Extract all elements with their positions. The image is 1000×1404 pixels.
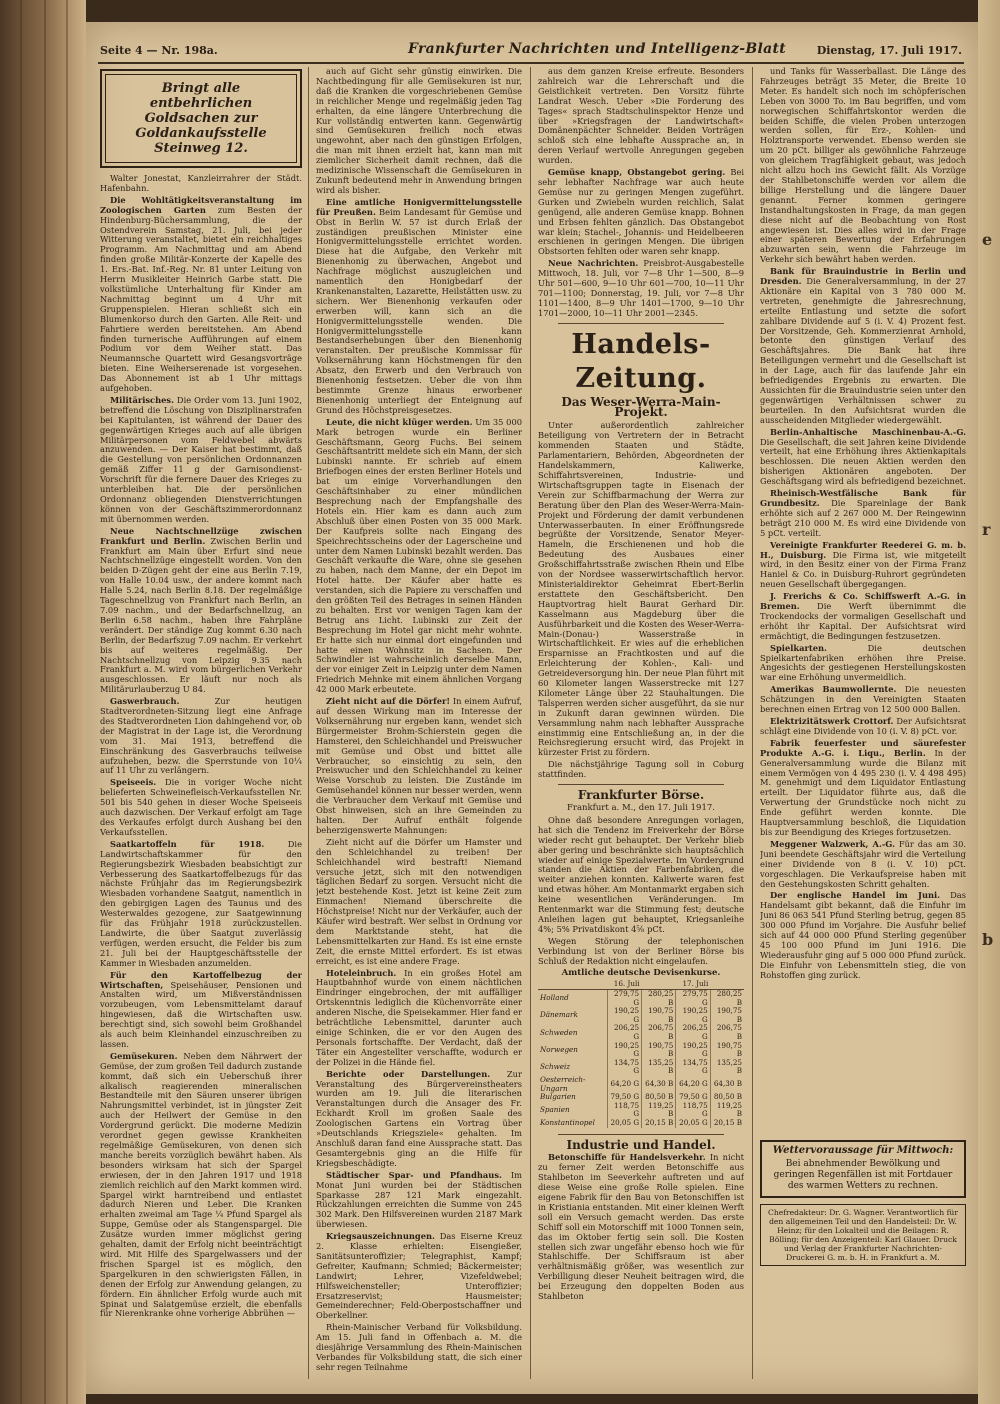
weather-box bbox=[760, 1140, 966, 1198]
article-text: und Tanks für Wasserballast. Die Länge des Fahrzeuges beträgt 35 Meter, die Breite 10 Meter. Es handelt sich noch im schöpferischen Leben von 3000 To. im Bau begriffen, und vom norwegischen Schiffahrtskontor werden die beiden Schiffe, die vielen Proben unterzogen werden sollen, für Erz-, Kohlen- und Holztransporte verwendet. Ebenso werden sie um 20 pCt. billiger als gewöhnliche Fahrzeuge von gleichem Tragfähigkeit gebaut, was jedoch nicht allzu hoch ins Gewicht fällt. Als Vorzüge der Stahlbetonschiffe werden vor allem die billige Herstellung und die längere Dauer genannt. Ferner kommen geringere Instandhaltungskosten in Frage, da man gegen diese nicht auf die Beobachtung von Rost angewiesen ist. Dies alles wird in der Frage einer späteren Bewertung der Erfahrungen abzuwarten sein, wenn die Fahrzeuge im Verkehr sich bewährt haben werden. bbox=[760, 67, 966, 265]
devisen-country: Norwegen bbox=[538, 1042, 607, 1059]
article-text: Die Gesellschaft, die seit Jahren keine Dividende verteilt, hat eine Erhöhung ihres Aktienkapitals beschlossen. Die neuen Aktien werden den bisherigen Aktionären angeboten. Der Geschäftsgang wird als befriedigend bezeichnet. bbox=[760, 436, 966, 487]
article-headline: Amerikas Baumwollernte. bbox=[770, 684, 897, 695]
handels-articles bbox=[538, 421, 744, 780]
devisen-rate: 279,75 G bbox=[607, 990, 641, 1008]
article-paragraph bbox=[316, 1232, 522, 1321]
article-text: Zwischen Berlin und Frankfurt am Main über Erfurt sind neue Nachtschnellzüge eingestellt worden. Von den beiden D-Zügen geht der eine aus Berlin 7.19, von Halle 10.04 usw., der andere kommt nach Halle 5.24, nach Berlin 8.18. Der regelmäßige Tageschnellzug von Frankfurt nach Berlin, an 7.09 nachm., und der Bedarfschnellzug, an Berlin 6.58 nachm., haben ihre Fahrpläne verändert. Der ständige Zug kommt 6.30 nach Berlin, der Bedarfszug 7.09 nachm. Er verkehrt bis auf weiteres regelmäßig. Der Nachtschnellzug von Leipzig 9.35 nach Frankfurt a. M. wird vom bürgerlichen Verkehr ausgeschlossen. Er läuft nur noch als Militärurlauberzug U 84. bbox=[100, 535, 302, 695]
article-text: auch auf Gicht sehr günstig einwirken. Die Nachtbedingung für alle Gemüsekuren ist nur, daß die Kranken die vorgeschriebenen Gemüse in reichlicher Menge und regelmäßig jeden Tag erhalten, da eine längere Unterbrechung die Kur vollständig entwerten kann. Gegenwärtig sind Gemüsekuren freilich noch etwas ungewohnt, aber nach den günstigen Erfolgen, die man mit ihnen erzielt hat, kann man mit ziemlicher Sicherheit damit rechnen, daß die medizinische Wissenschaft die Gemüsekuren in Zukunft bedeutend mehr in Anwendung bringen wird als bisher. bbox=[316, 67, 522, 195]
header-rule bbox=[98, 62, 964, 64]
devisen-rate: 190,75 B bbox=[716, 1040, 742, 1059]
devisen-rate: 190,25 G bbox=[676, 1007, 710, 1024]
devisen-header-cell: 16. Juli bbox=[607, 980, 641, 989]
article-paragraph bbox=[760, 489, 966, 539]
article-text: Das Eiserne Kreuz 2. Klasse erhielten: Eisengießer, Sanitätsunteroffizier; Telegraphist, Kampf; Gefreiter, Kaufmann; Schmied; Bäckermeister; Landwirt; Lehrer, Vizefeldwebel; Hilfsweichensteller; Unteroffizier; Ersatzreservist; Hausmeister; Gemeinderechner; Feld-Oberpostschaffner und Oberkellner. bbox=[316, 1231, 522, 1321]
article-paragraph bbox=[316, 969, 522, 1068]
article-headline: Betonschiffe für Handelsverkehr. bbox=[548, 1152, 706, 1163]
article-paragraph bbox=[316, 697, 522, 836]
devisen-rate: 279,75 G bbox=[676, 990, 710, 1008]
devisen-rate: 280,25 B bbox=[716, 989, 742, 1007]
handels-zeitung-title: Handels-Zeitung. bbox=[571, 328, 711, 394]
article-text: Rhein-Mainischer Verband für Volksbildung. Am 15. Juli fand in Offenbach a. M. die diesjährige Versammlung des Rhein-Mainischen Verbandes für Volksbildung statt, die sich einer sehr regen Teilnahme bbox=[316, 1322, 522, 1372]
article-text: Wegen Störung der telephonischen Verbindung ist von der Berliner Börse bis Schluß der Redaktion nicht eingelaufen. bbox=[538, 935, 744, 966]
devisen-rate: 79,50 G bbox=[676, 1093, 710, 1102]
article-paragraph bbox=[100, 196, 302, 394]
article-paragraph bbox=[316, 838, 522, 967]
devisen-rate: 135,25 B bbox=[716, 1057, 742, 1076]
article-text: zum Besten der Hindenburg-Büchersammlung, die der Ostendverein Samstag, 21. Juli, bei jeder Witterung veranstaltet, bietet ein reichhaltiges Programm. Am Nachmittag und am Abend finden große Militär-Konzerte der Kapelle des 1. Ers.-Bat. Inf.-Reg. Nr. 81 unter Leitung von Herrn Musikleiter Heinrich Garbe statt. Die volkstümliche Unterhaltung für Kinder am Nachmittag beginnt um 4 Uhr mit Gruppenspielen. Hieran schließt sich ein Blumenkorso durch den Garten. Alle Reit- und Fahrtiere werden bereitstehen. Am Abend finden turnerische Aufführungen auf einem Podium vor dem Weiher statt. Das Neumannsche Quartett wird Gesangsvorträge bieten. Eine Weiherserenade ist vorgesehen. Das Abonnement ist ab 1 Uhr mittags aufgehoben. bbox=[100, 204, 302, 394]
column-4-articles bbox=[760, 67, 966, 1132]
devisen-country: Oesterreich-Ungarn bbox=[538, 1076, 607, 1093]
article-paragraph bbox=[760, 267, 966, 426]
devisen-row bbox=[538, 1119, 744, 1128]
devisen-rate: 20,05 G bbox=[607, 1119, 641, 1128]
article-paragraph bbox=[760, 592, 966, 642]
devisen-rate: 135,25 B bbox=[642, 1059, 676, 1076]
article-text: Preisbrot-Ausgabestelle Mittwoch, 18. Juli, vor 7—8 Uhr 1—500, 8—9 Uhr 501—600, 9—10 Uhr 601—700, 10—11 Uhr 701—1100; Donnerstag, 19. Juli, vor 7—8 Uhr 1101—1400, 8—9 Uhr 1401—1700, 9—10 Uhr 1701—2000, 10—11 Uhr 2001—2345. bbox=[538, 258, 744, 318]
article-text: Im Monat Juni wurden bei der Städtischen Sparkasse 287 121 Mark eingezahlt. Rückzahlungen erreichten die Summe von 245 302 Mark. Den Hilfsvereinen wurden 2187 Mark überwiesen. bbox=[316, 1169, 522, 1230]
devisen-rate: 80,50 B bbox=[713, 1092, 742, 1102]
article-text: Das Handelsamt gibt bekannt, daß die Einfuhr im Juni 86 063 541 Pfund Sterling betrug, gegen 85 300 000 Pfund im Vorjahre. Die Ausfuhr belief sich auf 44 000 000 Pfund Sterling gegenüber 45 100 000 Pfund im Juni 1916. Die Wiederausfuhr ging auf 5 000 000 Pfund zurück. Die Einfuhr von Lebensmitteln stieg, die von Rohstoffen ging zurück. bbox=[760, 890, 966, 980]
devisen-rate: 190,75 B bbox=[716, 1006, 742, 1024]
article-text: Die Generalversammlung, in der 27 Aktionäre ein Kapital von 3 780 000 M. vertreten, genehmigte die Jahresrechnung, erteilte Entlastung und setzte die sofort zahlbare Dividende auf 5 (i. V. 4) Prozent fest. Der Vorsitzende, Geh. Kommerzienrat Arnhold, betonte den günstigen Verlauf des Geschäftsjahres. Die Bank hat ihre Beteiligungen vermehrt und die Gesellschaft ist in der Lage, auch für das laufende Jahr ein befriedigendes Ergebnis zu erwarten. Die Aussichten für die Brauindustrie seien unter den gegenwärtigen Verhältnissen schwer zu beurteilen. In den Aufsichtsrat wurden die ausscheidenden Mitglieder wiedergewählt. bbox=[760, 276, 966, 425]
devisen-row bbox=[538, 1102, 744, 1119]
article-text: Die in voriger Woche nicht belieferten Schweinefleisch-Verkaufsstellen Nr. 501 bis 540 gehen in dieser Woche Speiseeis auch dazwischen. Der Verkauf erfolgt am Tage des Verkaufes erfolgt durch Aushang bei den Verkaufsstellen. bbox=[100, 777, 302, 837]
industrie-title: Industrie und Handel. bbox=[566, 1137, 716, 1152]
article-paragraph bbox=[316, 1323, 522, 1373]
devisen-row bbox=[538, 1076, 744, 1093]
devisen-country: Bulgarien bbox=[538, 1093, 607, 1102]
article-text: Ohne daß besondere Anregungen vorlagen, hat sich die Tendenz im Freiverkehr der Börse wieder recht gut behauptet. Der Verkehr blieb aber gering und beschränkte sich hauptsächlich wieder auf einige Spezialwerte. Im Vordergrund standen die Aktien der Farbenfabriken, die weiter anziehen konnten. Kaliwerte waren fest und etwas höher. Am Montanmarkt ergaben sich keine wesentlichen Veränderungen. Im Rentenmarkt war die Stimmung fest; deutsche Anleihen lagen gut behauptet, Kriegsanleihe 4%; 5% Privatdiskont 4⅝ pCt. bbox=[538, 814, 744, 934]
article-text: Die nächstjährige Tagung soll in Coburg stattfinden. bbox=[538, 759, 744, 780]
boerse-dateline: Frankfurt a. M., den 17. Juli 1917. bbox=[567, 803, 715, 813]
article-paragraph bbox=[538, 760, 744, 780]
margin-fragment: e bbox=[982, 230, 993, 249]
gold-ad-box bbox=[100, 69, 302, 168]
column-2-articles bbox=[316, 67, 522, 1373]
article-paragraph bbox=[100, 396, 302, 525]
article-text: Die Firma ist, wie mitgeteilt wird, in den Besitz einer von der Firma Franz Haniel & Co. in Duisburg-Ruhrort gegründeten neuen Gesellschaft übergegangen. bbox=[760, 549, 966, 590]
article-paragraph bbox=[538, 1153, 744, 1302]
devisen-rate: 206,25 G bbox=[676, 1024, 710, 1041]
article-paragraph bbox=[100, 527, 302, 695]
article-headline: Hoteleinbruch. bbox=[326, 967, 397, 978]
column-2 bbox=[316, 67, 522, 1377]
article-text: Die Spareinlage der Bank erhöhte sich auf 2 267 000 M. Der Reingewinn beträgt 210 000 M. Es wird eine Dividende von 5 pCt. verteilt. bbox=[760, 497, 966, 538]
article-paragraph bbox=[760, 428, 966, 487]
article-paragraph bbox=[760, 840, 966, 890]
article-headline: Neue Nachtschnellzüge zwischen Frankfurt und Berlin. bbox=[100, 525, 302, 546]
article-headline: Gemüse knapp, Obstangebot gering. bbox=[548, 167, 726, 178]
article-headline: J. Frerichs & Co. Schiffswerft A.-G. in Bremen. bbox=[760, 591, 966, 612]
devisen-row bbox=[538, 990, 744, 1008]
article-headline: Elektrizitätswerk Crottorf. bbox=[770, 716, 894, 726]
next-page-edge bbox=[978, 0, 1000, 1404]
article-headline: Für den Kartoffelbezug der Wirtschaften, bbox=[100, 969, 302, 990]
article-text: In einem Aufruf, auf dessen Wirkung man im Interesse der Volksernährung nur ergeben kann, wendet sich Bürgermeister Brohm-Schierstein gegen die Hamsterei, den Schleichhandel und Preiswucher mit Gemüse und Obst und bittet alle Verbraucher, so einsichtig zu sein, den Preiswucher und den Schleichhandel zu keiner Weise Vorschub zu leisten. Die Zustände im Gemüsehandel können nur besser werden, wenn die Verbraucher dem Verkauf mit Gemüse und Obst hinweisen, sich an ihre Gemeinden zu halten. Der Aufruf enthält folgende beherzigenswerte Mahnungen: bbox=[316, 696, 522, 835]
article-text: Der Aufsichtsrat schlägt eine Dividende von 10 (i. V. 8) pCt. vor. bbox=[760, 716, 966, 736]
article-headline: Rheinisch-Westfälische Bank für Grundbesitz. bbox=[760, 488, 966, 508]
page-header bbox=[86, 40, 978, 60]
article-headline: Städtischer Spar- und Pfandhaus. bbox=[326, 1169, 502, 1180]
article-text: aus dem ganzen Kreise erfreute. Besonders zahlreich war die Lehrerschaft und die Geistlichkeit vertreten. Den Vorsitz führte Landrat Wesch. Ueber »Die Forderung des Tages« sprach Stadtschulinspektor Henze und über »Kriegsfragen der Landwirtschaft« Domänenpächter Schneider. Beiden Vorträgen schloß sich eine lebhafte Aussprache an, in deren Verlauf wertvolle Anregungen gegeben wurden. bbox=[538, 67, 744, 166]
margin-fragment: b bbox=[982, 930, 994, 949]
article-headline: Bank für Brauindustrie in Berlin und Dresden. bbox=[760, 266, 966, 287]
article-headline: Gemüsekuren. bbox=[110, 1050, 178, 1061]
article-headline: Militärisches. bbox=[110, 394, 174, 405]
devisen-rate: 20,05 G bbox=[676, 1119, 710, 1128]
article-paragraph bbox=[100, 840, 302, 969]
article-text: Die deutschen Spielkartenfabriken erhöhen ihre Preise. Angesichts der gestiegenen Herstellungskosten war eine Erhöhung unvermeidlich. bbox=[760, 642, 966, 683]
devisen-row bbox=[538, 1059, 744, 1076]
devisen-rate: 206,75 B bbox=[716, 1023, 742, 1041]
devisen-header-cell: 17. Juli bbox=[676, 980, 710, 989]
devisen-country: Konstantinopel bbox=[538, 1119, 607, 1128]
article-paragraph bbox=[760, 717, 966, 737]
imprint-box: Chefredakteur: Dr. G. Wagner. Verantwortlich für den allgemeinen Teil und den Handelsteil: Dr. W. Heinz; für den Lokalteil und die Beilagen: R. Bölling; für den Anzeigenteil: Karl Glauer. Druck und Verlag der Frankfurter Nachrichten-Druckerei G. m. b. H. in Frankfurt a. M. bbox=[760, 1204, 966, 1266]
article-paragraph bbox=[760, 644, 966, 684]
devisen-table bbox=[538, 980, 744, 1127]
article-paragraph bbox=[100, 697, 302, 776]
article-headline: Speiseeis. bbox=[110, 777, 157, 788]
article-paragraph bbox=[760, 67, 966, 265]
book-binding bbox=[0, 0, 86, 1404]
article-text: Unter außerordentlich zahlreicher Beteiligung von Vertretern der in Betracht kommenden Staaten und Städte, Parlamentariern, Behörden, Abgeordneten der Handelskammern, Kaliwerke, Schiffahrtsvereinen, Industrie- und Wirtschaftsgruppen tagte in Eisenach der Verein zur Schiffbarmachung der Werra zur Beratung über den Plan des Weser-Werra-Main-Projekt und Förderung der damit verbundenen Unterwasserbauten. In einer Eröffnungsrede begrüßte der Vorsitzende, Senator Meyer-Hameln, die Erschienenen und hob die Bedeutung des Ausbaues einer Großschiffahrtsstraße zwischen Rhein und Elbe von der Nordsee wasserwirtschaftlich hervor. Ministerialdirektor Geheimrat Ebert-Berlin erstattete den Geschäftsbericht. Den Hauptvortrag hielt Baurat Gerhard Dir. Kasselmann aus Magdeburg über die Ausführbarkeit und die Kosten des Weser-Werra-Main-(Donau-) Wasserstraße in Wirtschaftlichkeit. Er wies auf die erheblichen Ersparnisse an Frachtkosten und auf die Erleichterung der Kohlen-, Kali- und Getreideversorgung hin. Der neue Plan führt mit 60 Kilometer langen Wasserstrecke mit 127 Kilometer Länge über 22 Stauhaltungen. Die Talsperren werden sicher ausgeführt, da sie nur in Zukunft daran gewinnen würden. Die Versammlung nahm nach lebhafter Aussprache einstimmig eine Entschließung an, in der die Reichsregierung ersucht wird, das Projekt in kürzester Frist zu fördern. bbox=[538, 420, 744, 758]
devisen-rate: 20,15 B bbox=[713, 1117, 742, 1127]
devisen-rate: 119,25 B bbox=[716, 1100, 742, 1119]
article-headline: Saatkartoffeln für 1918. bbox=[110, 838, 265, 849]
devisen-row bbox=[538, 1093, 744, 1102]
weser-werra-title: Das Weser-Werra-Main-Projekt. bbox=[561, 394, 721, 419]
article-paragraph bbox=[316, 1171, 522, 1230]
article-text: In nicht zu ferner Zeit werden Betonschiffe aus Stahlbeton im Seeverkehr auftreten und auf diese Weise eine große Rolle spielen. Eine eigene Fabrik für den Bau von Betonschiffen ist in Kristiania entstanden. Mit einer kleinen Werft soll ein Versuch gemacht werden. Das erste Schiff soll ein Motorschiff mit 1000 Tonnen sein, das im Oktober fertig sein soll. Die Kosten stellen sich zwar ungefähr ebenso hoch wie für Stahlschiffe. Der Schiffsraum ist aber verhältnismäßig größer, was wesentlich zur Verbilligung dieser Neuheit beitragen wird, die bei Erzeugung den doppelten Boden aus Stahlbeton bbox=[538, 1152, 744, 1302]
article-headline: Kriegsauszeichnungen. bbox=[326, 1231, 435, 1242]
devisen-rate: 119,25 B bbox=[642, 1102, 676, 1119]
devisen-rate: 280,25 B bbox=[642, 990, 676, 1008]
article-headline: Gaswerbrauch. bbox=[110, 696, 180, 707]
devisen-rate: 20,15 B bbox=[642, 1119, 676, 1128]
devisen-rate: 118,75 G bbox=[607, 1102, 641, 1119]
article-paragraph bbox=[100, 174, 302, 194]
section-rule bbox=[558, 323, 724, 324]
devisen-title: Amtliche deutsche Devisenkurse. bbox=[561, 967, 721, 978]
article-paragraph bbox=[100, 971, 302, 1050]
article-paragraph bbox=[760, 685, 966, 715]
article-paragraph bbox=[538, 259, 744, 318]
devisen-rate: 134,75 G bbox=[607, 1059, 641, 1076]
devisen-rate: 206,25 G bbox=[607, 1024, 641, 1041]
column-rule bbox=[530, 67, 531, 1379]
article-text: In ein großes Hotel am Hauptbahnhof wurde von einem nächtlichen Eindringer eingebrochen, der mit auffälliger Ortskenntnis lediglich die Küchenvorräte einer anderen Nische, die Speisekammer. Hier fand er beträchtliche Lebensmittel, darunter auch einige Schinken, die er vor den Augen des Personals fortschaffte. Der Verdacht, daß der Täter ein Angestellter verschaffte, wodurch er der Polizei in die Hände fiel. bbox=[316, 967, 522, 1067]
article-headline: Berlin-Anhaltische Maschinenbau-A.-G. bbox=[770, 426, 966, 437]
article-headline: Fabrik feuerfester und säurefester Produkte A.-G. i. Liqu., Berlin. bbox=[760, 737, 966, 758]
devisen-rate: 64,30 B bbox=[642, 1076, 676, 1093]
column-1-articles bbox=[100, 174, 302, 1319]
devisen-rate: 79,50 G bbox=[607, 1093, 641, 1102]
article-headline: Eine amtliche Honigvermittelungsstelle für Preußen. bbox=[316, 196, 522, 217]
article-text: Die neuesten Schätzungen in den Vereinigten Staaten berechnen einen Ertrag von 12 500 000 Ballen. bbox=[760, 684, 966, 715]
boerse-title: Frankfurter Börse. bbox=[577, 788, 705, 803]
masthead: Frankfurter Nachrichten und Intelligenz-Blatt bbox=[408, 41, 786, 57]
column-rule bbox=[752, 67, 753, 1379]
article-headline: Leute, die nicht klüger werden. bbox=[326, 416, 473, 427]
devisen-rate: 118,75 G bbox=[676, 1102, 710, 1119]
issue-date: Dienstag, 17. Juli 1917. bbox=[816, 44, 962, 57]
devisen-rate: 80,50 B bbox=[642, 1093, 676, 1102]
article-headline: Zieht nicht auf die Dörfer! bbox=[326, 696, 451, 707]
column-3 bbox=[538, 67, 744, 1377]
article-paragraph bbox=[760, 739, 966, 838]
column-rule bbox=[308, 67, 309, 1379]
article-text: Die Order vom 13. Juni 1902, betreffend die Löschung von Disziplinarstrafen bei Kapitulanten, ist während der Dauer des gegenwärtigen Krieges auch auf alle übrigen Militärpersonen vom Feldwebel abwärts anzuwenden. — Der Kaiser hat bestimmt, daß die Gestellung von persönlichen Ordonnanzen gemäß Ziffer 11 g der Garnisondienst-Vorschrift für die fernere Dauer des Krieges zu unterbleiben hat. Die der persönlichen Ordonnanz obliegenden Dienstverrichtungen können von der Geschäftszimmerordonnanz mit übernommen werden. bbox=[100, 394, 302, 524]
article-text: Um 35 000 Mark betrogen wurde ein Berliner Geschäftsmann, Georg Fuchs. Bei seinem Geschäftsantritt meldete sich ein Mann, der sich Lubinski nannte. Er schrieb auf einem Briefbogen eines der ersten Berliner Hotels und bat um einige Vorverhandlungen den Geschäftsinhaber zu einer mündlichen Besprechung nach der Empfangshalle des Hotels ein. Hier kam es dann auch zum Abschluß über einen Posten von 35 000 Mark. Der Kaufpreis sollte nach Eingang des Speichrechtsscheins oder der Lagerscheine und unter dem Namen Lubinski bezahlt werden. Das Geschäft verkaufte die Ware, ohne sie gesehen zu haben, nach dem Manne, der ein Depot im Hotel hatte. Der Käufer aber hatte es verstanden, sich die Papiere zu verschaffen und den größten Teil des Betrages in seinen Händen zu behalten. Erst vor wenigen Tagen kam der Betrug ans Licht. Lubinski zur Zeit der Besprechung im Hotel gar nicht mehr wohnte. Er hatte sich nur einmal dort eingefunden und hatte einen Wohnsitz in Sachsen. Der Schwindler ist wahrscheinlich derselbe Mann, der vor einiger Zeit in Leipzig unter dem Namen Friedrich Mehnke mit einem ähnlichen Vorgang 42 000 Mark erbeutete. bbox=[316, 416, 522, 695]
article-paragraph bbox=[760, 541, 966, 591]
devisen-row bbox=[538, 1042, 744, 1059]
article-text: Die Werft übernimmt die Trockendocks der vormaligen Gesellschaft und erhöht ihr Kapital. Der Aufsichtsrat wird ermächtigt, die Bedingungen festzusetzen. bbox=[760, 601, 966, 641]
article-paragraph bbox=[316, 1070, 522, 1169]
devisen-country: Dänemark bbox=[538, 1007, 607, 1024]
devisen-rate: 64,20 G bbox=[676, 1076, 710, 1093]
column-4 bbox=[760, 67, 966, 1377]
article-paragraph bbox=[538, 168, 744, 257]
article-text: Die Landwirtschaftskammer für den Regierungsbezirk Wiesbaden beabsichtigt zur Verbesserung des Saatkartoffelbezugs für das nächste Frühjahr das im Regierungsbezirk Wiesbaden vorhandene Saatgut, namentlich in den gebirgigen Lagen des Taunus und des Westerwaldes gezogene, zur Saatgewinnung für das Frühjahr 1918 zurückzustellen. Landwirte, die über Saatgut zuverlässig verfügen, werden ersucht, die Felder bis zum 21. Juli bei der Hauptgeschäftsstelle der Kammer in Wiesbaden anzumelden. bbox=[100, 838, 302, 968]
devisen-rate: 206,75 B bbox=[642, 1024, 676, 1041]
devisen-header-cell bbox=[538, 980, 607, 989]
article-text: Walter Jonestat, Kanzleirrahrer der Städt. Hafenbahn. bbox=[100, 173, 302, 193]
devisen-rate: 190,25 G bbox=[607, 1042, 641, 1059]
devisen-country: Schweden bbox=[538, 1024, 607, 1041]
weather-title: Wettervoraussage für Mittwoch: bbox=[772, 1145, 954, 1156]
margin-fragment: r bbox=[982, 520, 991, 539]
article-headline: Meggener Walzwerk, A.-G. bbox=[770, 838, 895, 849]
page-number: Seite 4 — Nr. 198a. bbox=[100, 44, 218, 57]
weather-text: Bei abnehmender Bewölkung und geringen Regenfällen ist mit Fortdauer des warmen Wetters zu rechnen. bbox=[773, 1158, 953, 1191]
article-text: Beim Landesamt für Gemüse und Obst in Berlin W. 57 ist durch Erlaß der zuständigen preußischen Minister eine Honigvermittelungsstelle errichtet worden. Diese hat die Aufgabe, den Verkehr mit Bienenhonig zu überwachen, Angebot und Nachfrage möglichst auszugleichen und namentlich den Honigbedarf der Krankenanstalten, Lazarette, Heilstätten usw. zu sichern. Wer Bienenhonig verkaufen oder erwerben will, kann sich an die Honigvermittelungsstelle wenden. Die Honigvermittelungsstelle kann Bestandserhebungen über den Bienenhonig veranstalten. Der preußische Kommissar für Volksernährung kann Höchstmengen für den Absatz, den Erwerb und den Verbrauch von Bienenhonig festsetzen. Ueber die von ihm bestimmte Grenze hinaus erworbener Bienenhonig unterliegt der Enteignung auf Grund des Höchstpreisgesetzes. bbox=[316, 206, 522, 415]
article-paragraph bbox=[100, 778, 302, 837]
article-paragraph bbox=[316, 198, 522, 416]
devisen-rate: 190,75 B bbox=[642, 1042, 676, 1059]
article-paragraph bbox=[316, 418, 522, 695]
devisen-country: Spanien bbox=[538, 1102, 607, 1119]
article-paragraph bbox=[538, 421, 744, 758]
boerse-articles bbox=[538, 816, 744, 967]
article-paragraph bbox=[538, 937, 744, 967]
devisen-country: Holland bbox=[538, 990, 607, 1008]
article-headline: Die Wohltätigkeitsveranstaltung im Zoologischen Garten bbox=[100, 194, 302, 215]
article-text: In der Generalversammlung wurde die Bilanz mit einem Vermögen von 4 495 230 (i. V. 4 498 495) M. genehmigt und dem Liquidator Entlastung erteilt. Der Liquidator führte aus, daß die Verwertung der Grundstücke noch nicht zu Ende geführt werden konnte. Die Hauptversammlung beschloß, die Liquidation bis zur Beendigung des Krieges fortzusetzen. bbox=[760, 747, 966, 837]
article-paragraph bbox=[100, 1052, 302, 1319]
article-paragraph bbox=[538, 816, 744, 935]
devisen-rate: 134,75 G bbox=[676, 1059, 710, 1076]
devisen-rate: 64,30 B bbox=[713, 1079, 742, 1089]
article-headline: Vereinigte Frankfurter Reederei G. m. b. H., Duisburg. bbox=[760, 539, 966, 560]
devisen-rate: 190,25 G bbox=[607, 1007, 641, 1024]
article-paragraph bbox=[760, 891, 966, 980]
article-headline: Berichte oder Darstellungen. bbox=[326, 1068, 491, 1079]
article-text: Neben dem Nährwert der Gemüse, der zum großen Teil dadurch zustande kommt, daß sich ein Ueberschuß ihrer alkalisch reagierenden mineralischen Bestandteile mit den Säuren unserer übrigen Nahrungsmittel verbindet, ist in jüngster Zeit auch der Heilwert der Gemüse in den Vordergrund gerückt. Die moderne Medizin verordnet gegen gewisse Krankheiten regelmäßige Gemüsekuren, von denen sich manche bereits vorzüglich bewährt haben. Als besonders wirksam hat sich der Spargel erwiesen, der in den Jahren 1917 und 1918 ziemlich reichlich auf den Markt kommen wird. Spargel wirkt harntreibend und entlastet dadurch Nieren und Leber. Die Kranken erhalten zweimal am Tage ¼ Pfund Spargel als Suppe, Gemüse oder als Stangenspargel. Die Zusätze wurden immer möglichst gering gehalten, damit der Erfolg nicht beeinträchtigt wird. Mit Hilfe des Spargelwassers und der frischen Spargel ist es möglich, den Spargelkuren in den schwierigsten Fällen, in denen der Erfolg zur Anwendung gelangen, zu fördern. Ein ähnlicher Erfolg wurde auch mit Spinat und Salatgemüse erzielt, die ebenfalls für Nierenkranke ohne vorherige Abbrühen — bbox=[100, 1050, 302, 1319]
section-rule bbox=[558, 1134, 724, 1135]
article-text: Speisehäuser, Pensionen und Anstalten wird, um Mißverständnissen vorzubeugen, vom Lebensmittelamt darauf hingewiesen, daß die Wirtschaften usw. berechtigt sind, sich sowohl beim Großhandel als auch beim Kleinhandel einzuschreiben zu lassen. bbox=[100, 979, 302, 1049]
devisen-country: Schweiz bbox=[538, 1059, 607, 1076]
article-headline: Spielkarten. bbox=[770, 642, 827, 653]
article-text: Für das am 30. Juni beendete Geschäftsjahr wird die Verteilung einer Dividende von 8 (i. V. 10) pCt. vorgeschlagen. Die Verkaufspreise haben mit den Gestehungskosten Schritt gehalten. bbox=[760, 838, 966, 889]
article-text: Zur heutigen Stadtverordneten-Sitzung liegt eine Anfrage des Stadtverordneten Lion dahingehend vor, ob der Magistrat in der Lage ist, die Verordnung vom 31. Mai 1913, betreffend die Einschränkung des Gasverbrauchs teilweise aufzuheben, bezw. die Sperrstunde von 10¼ auf 11 Uhr zu verlängern. bbox=[100, 696, 302, 776]
article-paragraph bbox=[316, 67, 522, 196]
newspaper-page bbox=[86, 22, 978, 1394]
article-paragraph bbox=[538, 67, 744, 166]
article-text: Zieht nicht auf die Dörfer um Hamster und den Schleichhandel zu treiben! Der Schleichhandel wird bestraft! Niemand versuche jetzt, sich mit den notwendigen täglichen Bedarf zu sorgen. Versucht nicht die jetzt bestehende Kost. Jetzt ist keine Zeit zum Einmachen! Niemand überschreite die Höchstpreise! Nicht nur der Verkäufer, auch der Käufer wird bestraft. Wer selbst in Ordnung vor dem Marktstande steht, hat die Lebensmittelkarten zur Hand. Es ist eine ernste Zeit, die ernste Mittel erfordert. Es ist etwas erreicht, es ist eine andere Frage. bbox=[316, 836, 522, 966]
article-text: Bei sehr lebhafter Nachfrage war auch heute Gemüse nur zu geringen Mengen zugeführt. Gurken und Zwiebeln wurden reichlich, Salat genügend, alle anderen Gemüse knapp. Bohnen und Erbsen fehlten gänzlich. Das Obstangebot war klein; Stachel-, Johannis- und Heidelbeeren erschienen in geringen Mengen. Die übrigen Obstsorten fehlten oder waren sehr knapp. bbox=[538, 167, 744, 257]
column-1 bbox=[100, 67, 302, 1377]
gold-ad-text: Bringt alle entbehrlichen Goldsachen zur Goldankaufsstelle Steinweg 12. bbox=[105, 74, 297, 163]
section-rule bbox=[558, 784, 724, 785]
industrie-articles bbox=[538, 1153, 744, 1302]
devisen-rate: 64,20 G bbox=[607, 1076, 641, 1093]
devisen-rate: 190,25 G bbox=[676, 1042, 710, 1059]
article-text: Zur Veranstaltung des Bürgervereinstheaters wurden am 19. Juli die literarischen Veranstaltungen durch die Ansager des Fr. Eckhardt Kroll im großen Saale des Zoologischen Gartens ein Vortrag über »Deutschlands Kriegsziele« gehalten. Im Anschluß daran fand eine Aussprache statt. Das Gesamtergebnis ging an die Hilfe für Kriegsbeschädigte. bbox=[316, 1068, 522, 1168]
devisen-row bbox=[538, 1007, 744, 1024]
devisen-row bbox=[538, 1024, 744, 1041]
article-headline: Neue Nachrichten. bbox=[548, 258, 639, 269]
article-headline: Der englische Handel im Juni. bbox=[770, 890, 941, 901]
devisen-rate: 190,75 B bbox=[642, 1007, 676, 1024]
column-3-local-news bbox=[538, 67, 744, 319]
